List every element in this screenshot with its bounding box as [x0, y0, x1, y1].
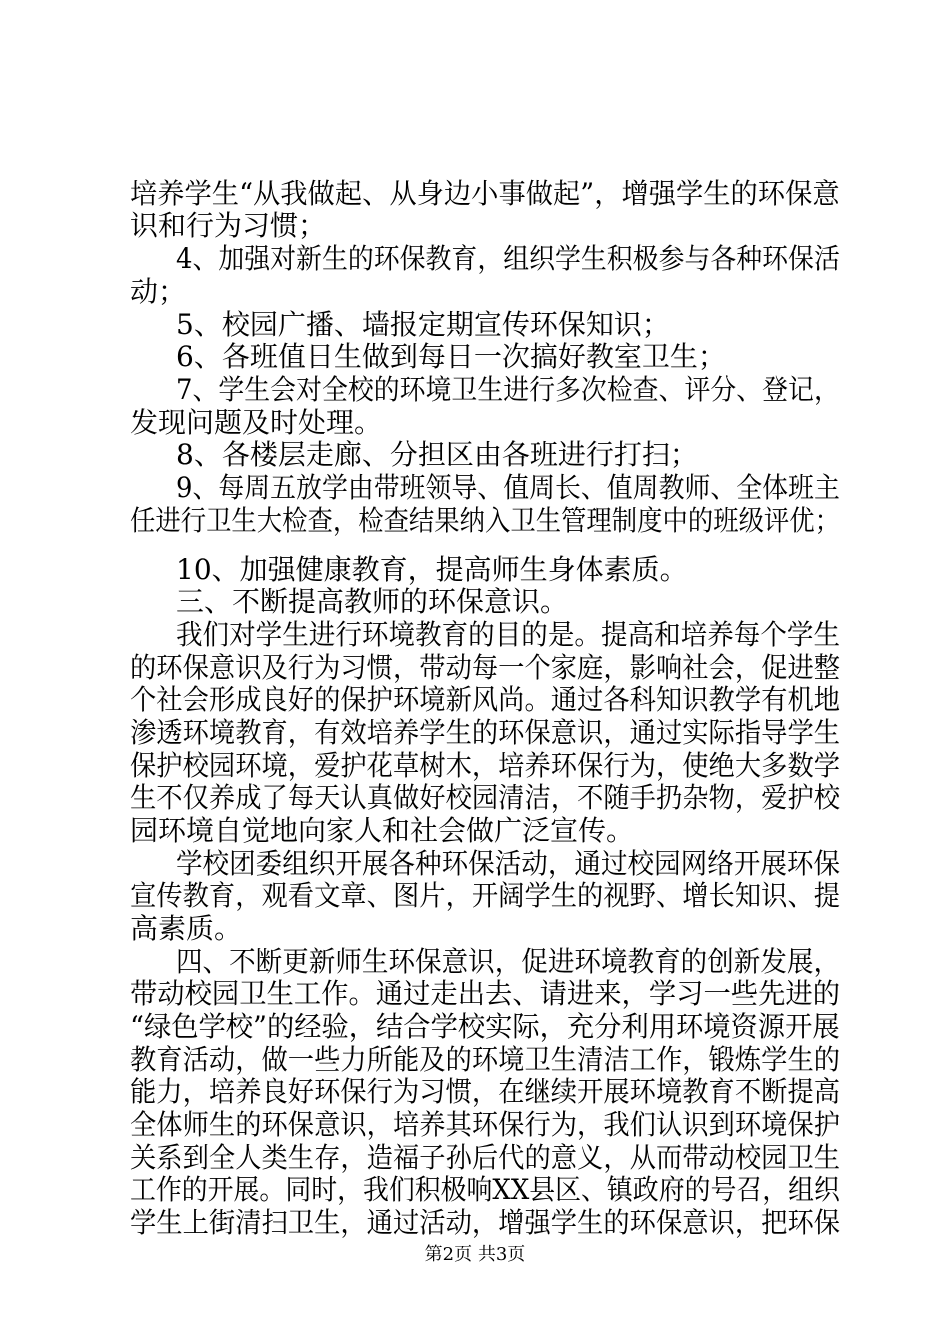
text-line: 识和行为习惯； [130, 209, 327, 242]
text-line: 教育活动，做一些力所能及的环境卫生清洁工作，锻炼学生的 [130, 1043, 841, 1076]
text-line: 我们对学生进行环境教育的目的是。提高和培养每个学生 [176, 618, 841, 651]
section-heading: 四、不断更新师生环保意识，促进环境教育的创新发展， [176, 945, 841, 978]
text-line: 保护校园环境，爱护花草树木，培养环保行为，使绝大多数学 [130, 749, 841, 782]
text-line: 关系到全人类生存，造福子孙后代的意义，从而带动校园卫生 [130, 1141, 841, 1174]
text-line: 宣传教育，观看文章、图片，开阔学生的视野、增长知识、提 [130, 879, 841, 912]
text-line: 培养学生“从我做起、从身边小事做起”，增强学生的环保意 [130, 177, 840, 210]
text-line: 4、加强对新生的环保教育，组织学生积极参与各种环保活 [176, 242, 840, 275]
text-line: 9、每周五放学由带班领导、值周长、值周教师、全体班主 [176, 471, 840, 504]
text-line: 6、各班值日生做到每日一次搞好教室卫生； [176, 340, 726, 373]
text-line: 7、学生会对全校的环境卫生进行多次检查、评分、登记， [176, 373, 840, 406]
text-line: 生不仅养成了每天认真做好校园清洁，不随手扔杂物，爱护校 [130, 781, 841, 814]
text-line: 任进行卫生大检查，检查结果纳入卫生管理制度中的班级评优； [130, 504, 841, 537]
text-line: 高素质。 [130, 912, 243, 945]
text-line: 10、加强健康教育，提高师生身体素质。 [176, 553, 688, 586]
section-heading: 三、不断提高教师的环保意识。 [176, 585, 569, 618]
text-line: 的环保意识及行为习惯，带动每一个家庭，影响社会，促进整 [130, 651, 841, 684]
text-line: 8、各楼层走廊、分担区由各班进行打扫； [176, 438, 698, 471]
text-line: 渗透环境教育，有效培养学生的环保意识，通过实际指导学生 [130, 716, 841, 749]
text-line: 个社会形成良好的保护环境新风尚。通过各科知识教学有机地 [130, 683, 841, 716]
text-line: 能力，培养良好环保行为习惯，在继续开展环境教育不断提高 [130, 1075, 841, 1108]
text-line: 学校团委组织开展各种环保活动，通过校园网络开展环保 [176, 847, 841, 880]
text-line: 5、校园广播、墙报定期宣传环保知识； [176, 308, 670, 341]
text-line: 全体师生的环保意识，培养其环保行为，我们认识到环境保护 [130, 1108, 841, 1141]
text-line: 动； [130, 275, 187, 308]
text-line: 发现问题及时处理。 [130, 406, 383, 439]
text-line: 工作的开展。同时，我们积极响XX县区、镇政府的号召，组织 [130, 1173, 840, 1206]
text-line: “绿色学校”的经验，结合学校实际，充分利用环境资源开展 [130, 1010, 840, 1043]
text-line: 学生上街清扫卫生，通过活动，增强学生的环保意识，把环保 [130, 1206, 841, 1239]
page-number-footer: 第2页 共3页 [424, 1244, 526, 1265]
text-line: 园环境自觉地向家人和社会做广泛宣传。 [130, 814, 635, 847]
text-line: 带动校园卫生工作。通过走出去、请进来，学习一些先进的 [130, 977, 841, 1010]
